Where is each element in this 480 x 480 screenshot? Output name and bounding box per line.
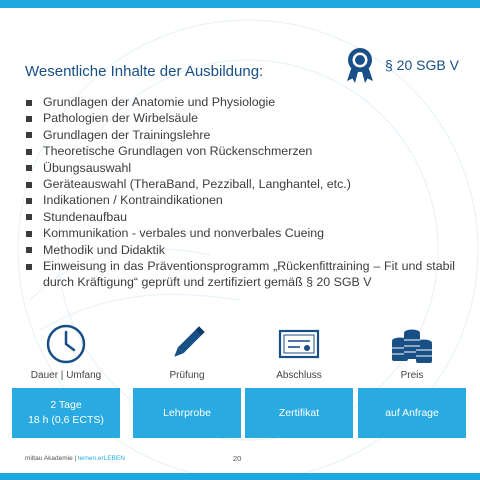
footer-separator: | [74, 455, 77, 462]
list-item: Pathologien der Wirbelsäule [25, 110, 455, 126]
price-value: auf Anfrage [385, 406, 439, 419]
duration-hours: 18 h (0,6 ECTS) [28, 414, 104, 426]
duration-box [12, 388, 120, 438]
footer-slogan: lernen.erLEBEN [78, 455, 126, 462]
list-item: Grundlagen der Trainingslehre [25, 127, 455, 143]
list-item: Übungsauswahl [25, 160, 455, 176]
list-item: Geräteauswahl (TheraBand, Pezziball, Langhantel, etc.) [25, 176, 455, 192]
coins-icon [389, 321, 435, 367]
footer-org: miltau Akademie [25, 455, 73, 462]
content-list [25, 94, 455, 291]
footer-brand [25, 455, 125, 462]
price-label: Preis [400, 370, 424, 381]
list-item: Theoretische Grundlagen von Rückenschmerzen [25, 143, 455, 159]
list-item: Einweisung in das Präventionsprogramm „Rückenfittraining – Fit und stabil durch Kräftigung“ geprüft und zertifiziert gemäß § 20 SGB V [25, 258, 455, 291]
list-item: Indikationen / Kontraindikationen [25, 192, 455, 208]
degree-label: Abschluss [276, 370, 322, 381]
duration-label: Dauer | Umfang [30, 370, 102, 381]
clock-icon [43, 321, 89, 367]
bottom-accent-bar [0, 473, 480, 480]
certificate-icon [276, 321, 322, 367]
price-box [358, 388, 466, 438]
section-heading: Wesentliche Inhalte der Ausbildung: [25, 63, 264, 80]
law-reference: § 20 SGB V [385, 57, 459, 73]
list-item: Stundenaufbau [25, 209, 455, 225]
exam-box [133, 388, 241, 438]
degree-value: Zertifikat [278, 406, 320, 419]
duration-days: 2 Tage [50, 399, 82, 411]
exam-value: Lehrprobe [163, 406, 211, 419]
exam-label: Prüfung [169, 370, 205, 381]
page-number: 20 [233, 454, 242, 463]
list-item: Methodik und Didaktik [25, 242, 455, 258]
degree-box [245, 388, 353, 438]
pencil-icon [164, 321, 210, 367]
award-ribbon-icon [343, 46, 377, 84]
list-item: Grundlagen der Anatomie und Physiologie [25, 94, 455, 110]
top-accent-bar [0, 0, 480, 8]
list-item: Kommunikation - verbales und nonverbales Cueing [25, 225, 455, 241]
